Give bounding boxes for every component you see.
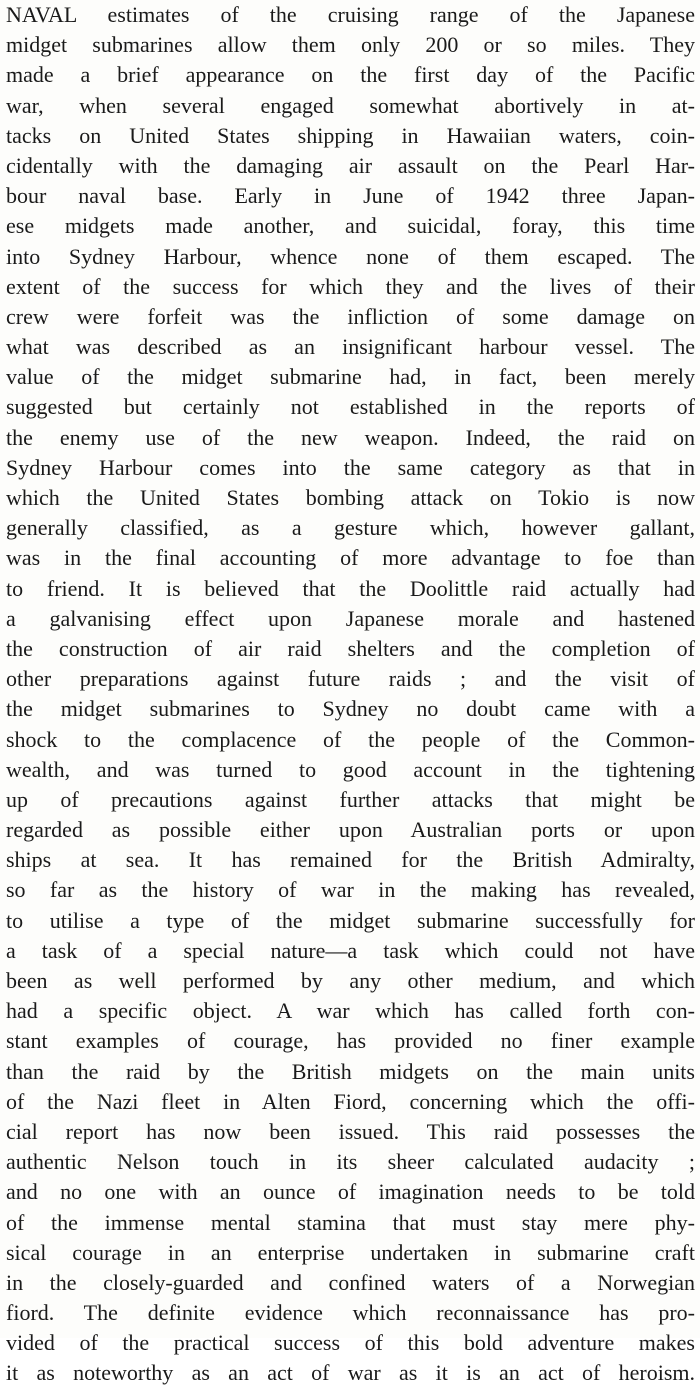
text-line: stant examples of courage, has provided no finer example <box>6 1028 695 1054</box>
text-line: which the United States bombing attack on Tokio is now <box>6 485 695 510</box>
text-line: vided of the practical success of this bold adventure makes <box>6 1330 695 1356</box>
text-line: suggested but certainly not established in the reports of <box>6 394 695 420</box>
text-line: and no one with an ounce of imagination needs to be told <box>6 1179 695 1205</box>
text-line: a task of a special nature—a task which could not have <box>6 937 695 963</box>
text-line: up of precautions against further attacks that might be <box>6 786 695 812</box>
text-line: of the immense mental stamina that must stay mere phy- <box>6 1209 695 1235</box>
text-line: value of the midget submarine had, in fact, been merely <box>6 364 695 390</box>
text-line: than the raid by the British midgets on the main units <box>6 1058 695 1084</box>
text-line: so far as the history of war in the making has revealed, <box>6 877 695 903</box>
text-line: been as well performed by any other medium, and which <box>6 968 695 993</box>
text-line: had a specific object. A war which has called forth con- <box>6 998 695 1024</box>
text-line: it as noteworthy as an act of war as it is an act of heroism. <box>6 1360 695 1386</box>
article-text <box>6 0 695 1389</box>
text-line: in the closely-guarded and confined waters of a Norwegian <box>6 1269 695 1295</box>
text-line: tacks on United States shipping in Hawaiian waters, coin- <box>6 122 695 148</box>
text-line: generally classified, as a gesture which, however gallant, <box>6 515 695 541</box>
text-line: other preparations against future raids ; and the visit of <box>6 666 695 692</box>
text-line: war, when several engaged somewhat abortively in at- <box>6 92 695 118</box>
text-line: authentic Nelson touch in its sheer calculated audacity ; <box>6 1149 695 1175</box>
text-line: the enemy use of the new weapon. Indeed, the raid on <box>6 424 695 450</box>
text-line: made a brief appearance on the first day of the Pacific <box>6 62 695 88</box>
text-line: shock to the complacence of the people of the Common- <box>6 726 695 752</box>
text-line: a galvanising effect upon Japanese morale and hastened <box>6 605 695 631</box>
text-line: extent of the success for which they and the lives of their <box>6 273 695 299</box>
text-line: midget submarines allow them only 200 or so miles. They <box>6 32 695 58</box>
text-line: to friend. It is believed that the Doolittle raid actually had <box>6 575 695 601</box>
text-line: regarded as possible either upon Australian ports or upon <box>6 817 695 843</box>
text-line: sical courage in an enterprise undertaken in submarine craft <box>6 1239 695 1265</box>
text-line: cial report has now been issued. This raid possesses the <box>6 1118 695 1144</box>
text-line: Sydney Harbour comes into the same category as that in <box>6 454 695 480</box>
text-line: ese midgets made another, and suicidal, foray, this time <box>6 213 695 239</box>
text-line: bour naval base. Early in June of 1942 three Japan- <box>6 183 695 209</box>
text-line: fiord. The definite evidence which reconnaissance has pro- <box>6 1300 695 1326</box>
text-line: of the Nazi fleet in Alten Fiord, concerning which the offi- <box>6 1088 695 1114</box>
text-line: was in the final accounting of more advantage to foe than <box>6 545 695 571</box>
text-line: NAVAL estimates of the cruising range of the Japanese <box>6 2 695 27</box>
text-line: the construction of air raid shelters and the completion of <box>6 635 695 661</box>
text-line: crew were forfeit was the infliction of some damage on <box>6 303 695 329</box>
text-line: into Sydney Harbour, whence none of them escaped. The <box>6 243 695 269</box>
text-line: wealth, and was turned to good account in the tightening <box>6 756 695 782</box>
text-line: cidentally with the damaging air assault on the Pearl Har- <box>6 152 695 178</box>
text-line: what was described as an insignificant harbour vessel. The <box>6 334 695 360</box>
text-line: ships at sea. It has remained for the British Admiralty, <box>6 847 695 873</box>
text-line: to utilise a type of the midget submarine successfully for <box>6 907 695 933</box>
text-line: the midget submarines to Sydney no doubt came with a <box>6 696 695 722</box>
